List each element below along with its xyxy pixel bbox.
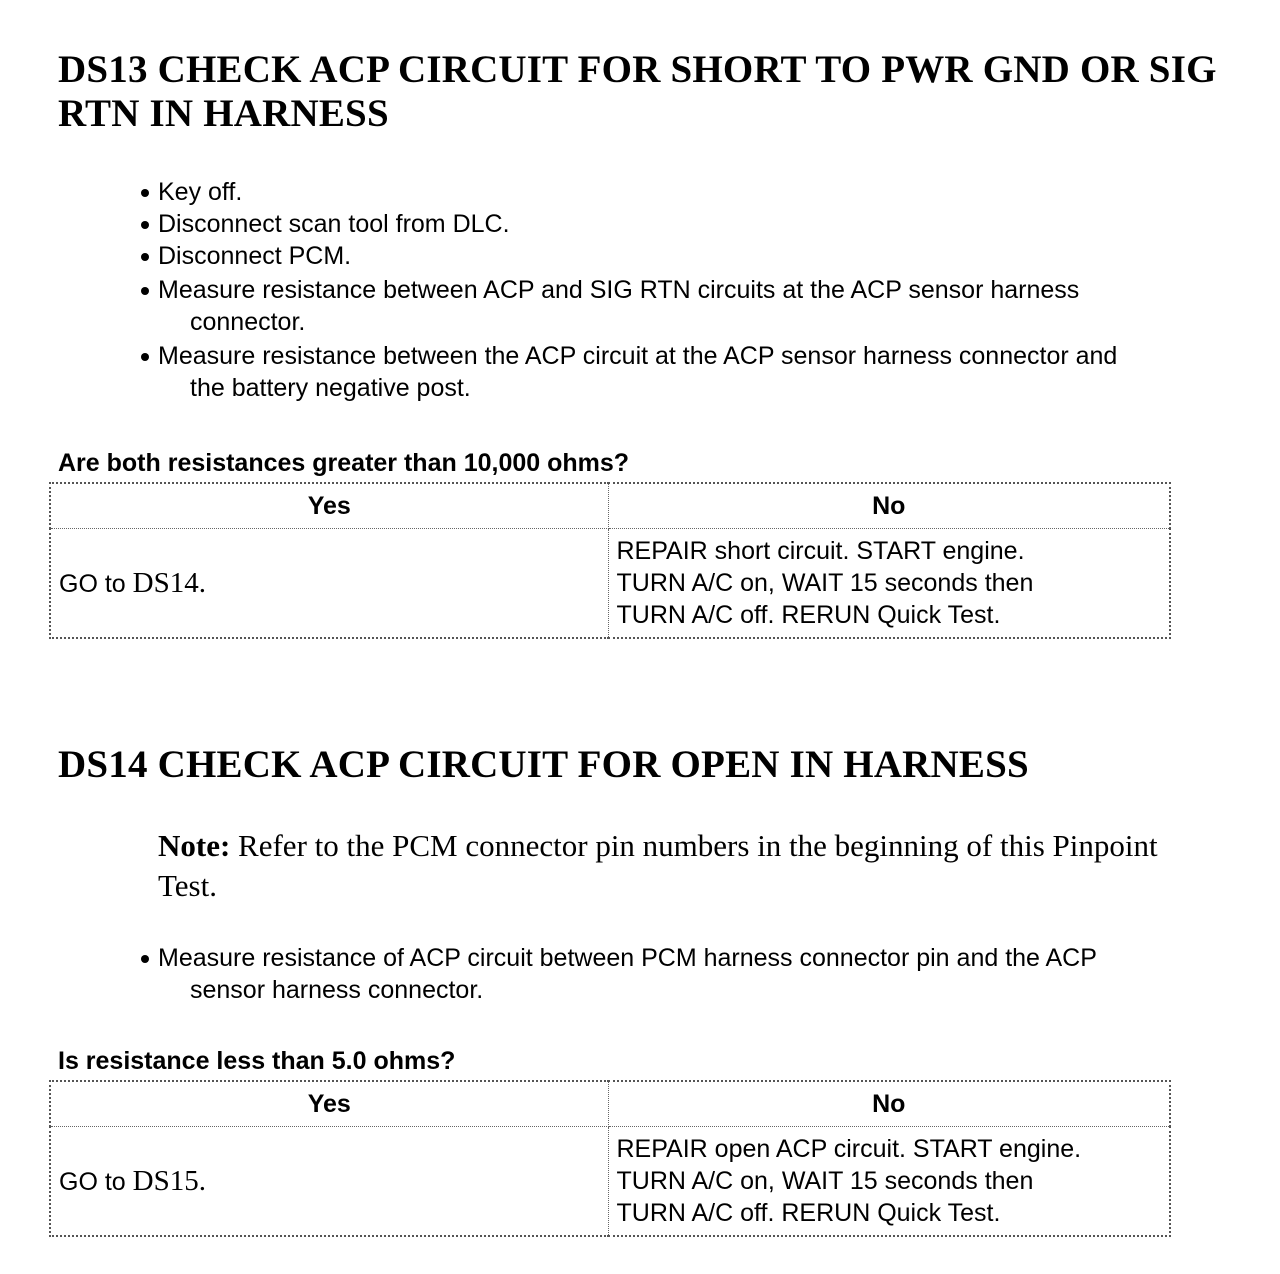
ds13-step-text: [158, 274, 1117, 338]
ds13-step-line2: connector.: [190, 308, 306, 336]
no-action-line: TURN A/C off. RERUN Quick Test.: [616, 601, 1001, 629]
ds14-step-text: [158, 942, 1097, 1006]
table-row: [50, 529, 1170, 639]
ds15-link[interactable]: DS15.: [132, 1164, 206, 1197]
bullet-icon: [141, 287, 149, 295]
yes-header: Yes: [50, 483, 608, 529]
no-header: No: [608, 483, 1170, 529]
no-action-line: TURN A/C on, WAIT 15 seconds then: [616, 1167, 1034, 1195]
bullet-icon: [141, 353, 149, 361]
ds14-decision-table: [49, 1080, 1171, 1237]
ds14-heading: DS14 CHECK ACP CIRCUIT FOR OPEN IN HARNESS: [58, 743, 1029, 786]
ds13-step-text: [158, 340, 1117, 404]
ds13-step-line1: Measure resistance between ACP and SIG RTN circuits at the ACP sensor harness: [158, 276, 1080, 304]
ds13-step-line2: the battery negative post.: [190, 374, 471, 402]
bullet-icon: [141, 221, 149, 229]
note-label: Note:: [158, 828, 231, 863]
yes-header: Yes: [50, 1081, 608, 1127]
ds13-heading-line1: DS13 CHECK ACP CIRCUIT FOR SHORT TO PWR GND OR SIG: [58, 48, 1217, 91]
table-header-row: [50, 483, 1170, 529]
ds13-decision-table: [49, 482, 1171, 639]
ds13-step-text: Disconnect PCM.: [158, 242, 352, 270]
ds14-step-line1: Measure resistance of ACP circuit between PCM harness connector pin and the ACP: [158, 944, 1097, 972]
ds13-step-text: Disconnect scan tool from DLC.: [158, 210, 510, 238]
bullet-icon: [141, 189, 149, 197]
ds13-question: Are both resistances greater than 10,000 ohms?: [58, 449, 630, 477]
ds13-step: [140, 208, 1117, 240]
note-text-line2: Test.: [158, 868, 217, 903]
no-action-line: TURN A/C off. RERUN Quick Test.: [616, 1199, 1001, 1227]
ds13-step: [140, 240, 1117, 272]
ds13-step: [140, 340, 1117, 404]
ds14-link[interactable]: DS14.: [132, 566, 206, 599]
yes-cell: [50, 529, 608, 639]
yes-go-text: GO to: [59, 1167, 126, 1196]
no-cell: [608, 1127, 1170, 1237]
no-cell: [608, 529, 1170, 639]
no-action-line: REPAIR open ACP circuit. START engine.: [616, 1135, 1082, 1163]
ds14-step: [140, 942, 1097, 1006]
bullet-icon: [141, 955, 149, 963]
ds13-step-list: [140, 176, 1117, 404]
ds14-question: Is resistance less than 5.0 ohms?: [58, 1047, 456, 1075]
ds13-step: [140, 176, 1117, 208]
yes-go-text: GO to: [59, 569, 126, 598]
yes-cell: [50, 1127, 608, 1237]
ds13-heading-line2: RTN IN HARNESS: [58, 92, 389, 135]
ds13-step-line1: Measure resistance between the ACP circuit at the ACP sensor harness connector and: [158, 342, 1118, 370]
no-action-line: TURN A/C on, WAIT 15 seconds then: [616, 569, 1034, 597]
ds13-step: [140, 274, 1117, 338]
table-header-row: [50, 1081, 1170, 1127]
ds14-note: [158, 826, 1258, 906]
ds14-step-line2: sensor harness connector.: [190, 976, 484, 1004]
bullet-icon: [141, 253, 149, 261]
ds13-heading: [58, 48, 1217, 136]
note-text-line1: Refer to the PCM connector pin numbers in the beginning of this Pinpoint: [238, 828, 1158, 863]
ds14-step-list: [140, 942, 1097, 1006]
no-action-line: REPAIR short circuit. START engine.: [616, 537, 1025, 565]
ds13-step-text: Key off.: [158, 178, 243, 206]
table-row: [50, 1127, 1170, 1237]
no-header: No: [608, 1081, 1170, 1127]
